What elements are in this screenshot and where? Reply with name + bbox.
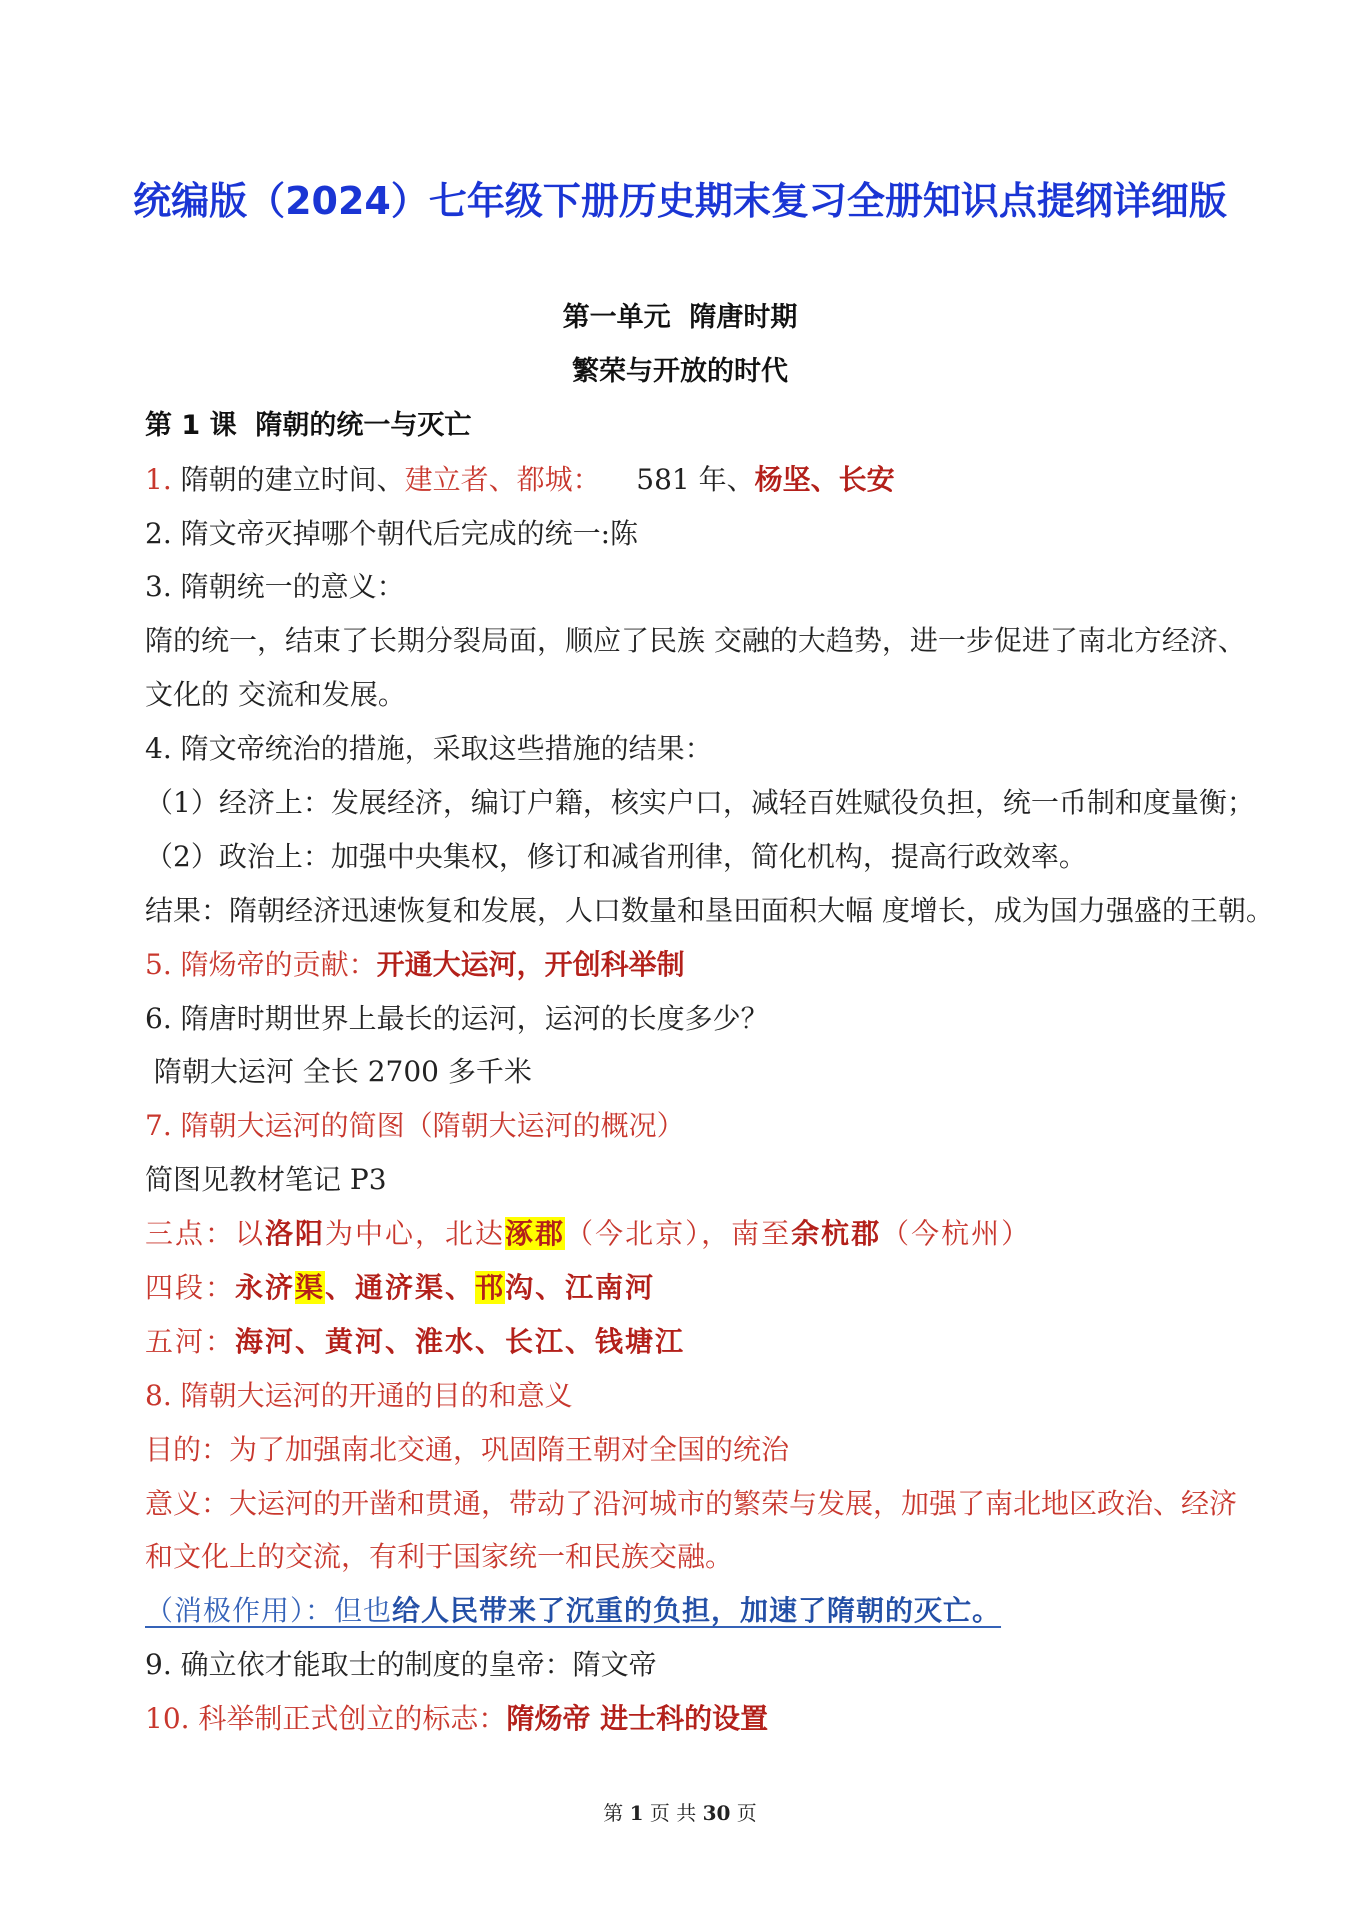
answer-highlight: 余杭郡 bbox=[791, 1217, 882, 1251]
item-4-political bbox=[0, 830, 1360, 884]
item-8-significance-line-2 bbox=[0, 1530, 1360, 1584]
answer-highlight: 沟、江南河 bbox=[505, 1271, 656, 1305]
item-10-exam-creation bbox=[0, 1692, 1360, 1746]
answer-highlight: 、通济渠、 bbox=[325, 1271, 476, 1305]
footer-middle: 页 共 bbox=[643, 1801, 703, 1825]
answer-highlight: 隋炀帝 进士科的设置 bbox=[506, 1702, 769, 1736]
item-5-contribution bbox=[0, 938, 1360, 992]
segment: 结果：隋朝经济迅速恢复和发展，人口数量和垦田面积大幅 度增长，成为国力强盛的王朝。 bbox=[145, 893, 1274, 927]
item-8-purpose bbox=[0, 1423, 1360, 1477]
unit-subtitle: 繁荣与开放的时代 bbox=[572, 355, 788, 387]
segment: 10. 科举制正式创立的标志： bbox=[145, 1702, 507, 1736]
segment: （1）经济上：发展经济，编订户籍，核实户口，减轻百姓赋役负担，统一币制和度量衡； bbox=[145, 786, 1255, 820]
footer-suffix: 页 bbox=[730, 1801, 757, 1825]
item-8-negative-effect bbox=[0, 1584, 1360, 1638]
segment: 三点：以 bbox=[145, 1217, 266, 1251]
segment: 7. 隋朝大运河的简图（隋朝大运河的概况） bbox=[145, 1109, 685, 1143]
segment: 1. bbox=[145, 462, 181, 496]
segment: 建立者、都城： bbox=[404, 462, 601, 496]
segment: 3. 隋朝统一的意义： bbox=[145, 570, 405, 604]
segment: 5. 隋炀帝的贡献： bbox=[145, 947, 377, 981]
item-7-reference bbox=[0, 1153, 1360, 1207]
answer-highlight: 杨坚、长安 bbox=[754, 462, 895, 496]
segment: 文化的 交流和发展。 bbox=[145, 678, 406, 712]
item-3-significance bbox=[0, 560, 1360, 614]
segment: 6. 隋唐时期世界上最长的运河，运河的长度多少？ bbox=[145, 1001, 769, 1035]
segment: 隋朝的建立时间、 bbox=[180, 462, 405, 496]
segment: 隋朝大运河 全长 2700 多千米 bbox=[145, 1055, 532, 1089]
item-7-three-points bbox=[0, 1207, 1360, 1261]
item-9-exam-system bbox=[0, 1638, 1360, 1692]
segment: 8. 隋朝大运河的开通的目的和意义 bbox=[145, 1378, 573, 1412]
unit-heading: 第一单元 隋唐时期 bbox=[562, 302, 798, 333]
segment: 2. 隋文帝灭掉哪个朝代后完成的统一:陈 bbox=[145, 516, 639, 550]
segment: 为中心，北达 bbox=[325, 1217, 506, 1251]
total-pages: 30 bbox=[702, 1801, 731, 1825]
item-3-text-line-1 bbox=[0, 614, 1360, 668]
segment: 意义：大运河的开凿和贯通，带动了沿河城市的繁荣与发展，加强了南北地区政治、经济 bbox=[145, 1486, 1238, 1520]
marker-highlight: 渠 bbox=[295, 1271, 326, 1305]
lesson-heading: 第 1 课 隋朝的统一与灭亡 bbox=[145, 409, 472, 441]
document-title: 统编版（2024）七年级下册历史期末复习全册知识点提纲详细版 bbox=[133, 179, 1227, 223]
segment: 五河： bbox=[145, 1324, 236, 1358]
item-4-result bbox=[0, 884, 1360, 938]
segment: 581 年、 bbox=[600, 462, 755, 496]
segment: （今北京），南至 bbox=[565, 1217, 792, 1251]
answer-highlight: 永济 bbox=[235, 1271, 296, 1305]
segment: 9. 确立依才能取士的制度的皇帝：隋文帝 bbox=[145, 1648, 657, 1682]
current-page: 1 bbox=[629, 1801, 644, 1825]
item-7-canal-map bbox=[0, 1099, 1360, 1153]
item-6-canal-length bbox=[0, 992, 1360, 1046]
item-2-unification bbox=[0, 507, 1360, 561]
page-number bbox=[0, 1798, 1360, 1828]
marker-highlight: 邗 bbox=[475, 1271, 506, 1305]
segment: （消极作用）：但也 bbox=[145, 1594, 393, 1628]
item-6-answer bbox=[0, 1045, 1360, 1099]
item-1-founding bbox=[0, 453, 1360, 507]
answer-highlight: 开通大运河，开创科举制 bbox=[376, 947, 685, 981]
item-8-purpose-significance bbox=[0, 1369, 1360, 1423]
answer-highlight: 海河、黄河、淮水、长江、钱塘江 bbox=[235, 1324, 686, 1358]
item-4-measures bbox=[0, 722, 1360, 776]
item-8-significance-line-1 bbox=[0, 1477, 1360, 1531]
segment: （今杭州） bbox=[881, 1217, 1032, 1251]
document-content bbox=[0, 291, 1360, 1746]
segment: 四段： bbox=[145, 1271, 236, 1305]
segment: 目的：为了加强南北交通，巩固隋王朝对全国的统治 bbox=[145, 1432, 790, 1466]
segment: 简图见教材笔记 P3 bbox=[145, 1163, 387, 1197]
item-3-text-line-2 bbox=[0, 668, 1360, 722]
answer-highlight: 洛阳 bbox=[265, 1217, 326, 1251]
item-7-four-sections bbox=[0, 1261, 1360, 1315]
segment: 4. 隋文帝统治的措施，采取这些措施的结果： bbox=[145, 732, 713, 766]
segment: 和文化上的交流，有利于国家统一和民族交融。 bbox=[145, 1540, 734, 1574]
item-4-economic bbox=[0, 776, 1360, 830]
segment: 给人民带来了沉重的负担，加速了隋朝的灭亡。 bbox=[392, 1594, 1002, 1628]
item-7-five-rivers bbox=[0, 1315, 1360, 1369]
segment: 隋的统一，结束了长期分裂局面，顺应了民族 交融的大趋势，进一步促进了南北方经济、 bbox=[145, 624, 1246, 658]
footer-prefix: 第 bbox=[603, 1801, 630, 1825]
segment: （2）政治上：加强中央集权，修订和减省刑律，简化机构，提高行政效率。 bbox=[145, 839, 1087, 873]
marker-highlight: 涿郡 bbox=[505, 1217, 566, 1251]
